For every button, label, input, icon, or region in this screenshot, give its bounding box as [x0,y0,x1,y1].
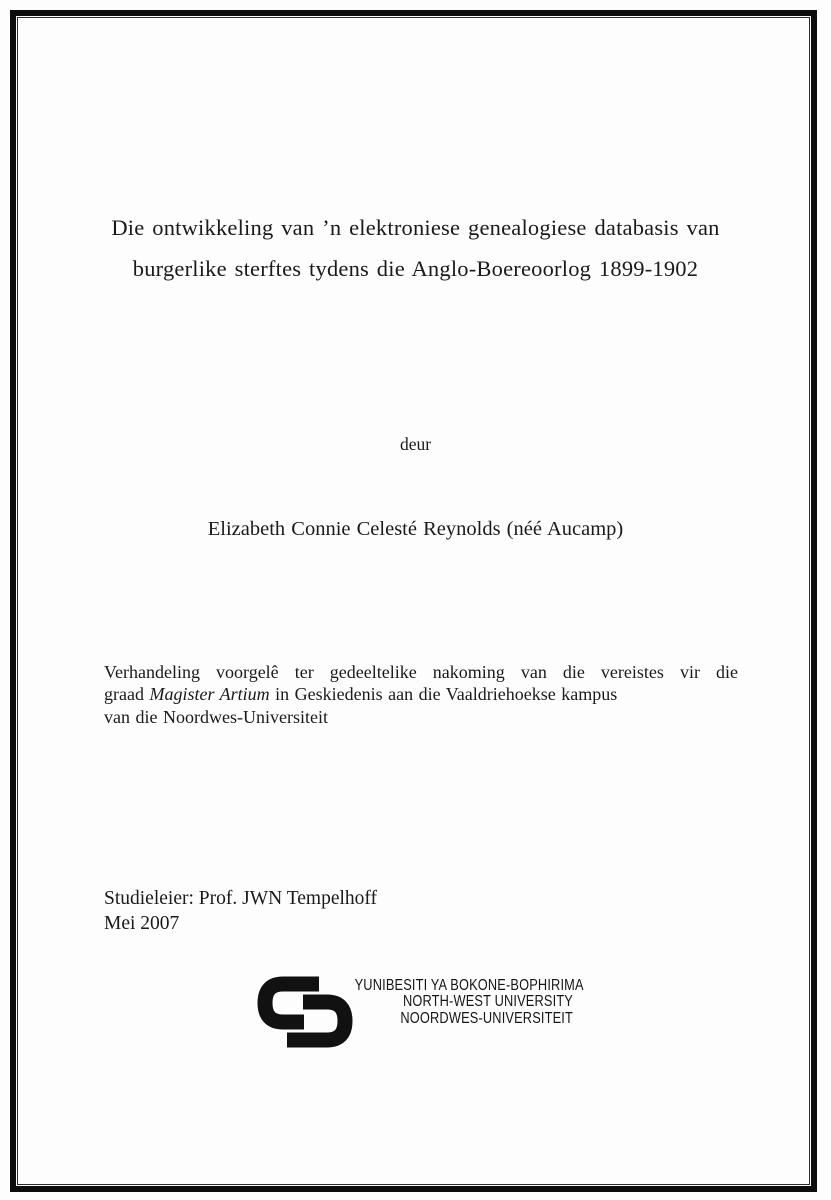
thesis-title-line1: Die ontwikkeling van ’n elektroniese genealogiese databasis van [111,215,720,240]
university-wordmark [300,977,584,1027]
submission-statement-line2 [104,683,738,705]
submission-statement-line3: van die Noordwes-Universiteit [104,706,328,727]
degree-name-italic: Magister Artium [149,684,270,705]
author-name: Elizabeth Connie Celesté Reynolds (néé Aucamp) [207,518,624,540]
supervisor-line: Studieleier: Prof. JWN Tempelhoff [104,888,378,909]
university-name-english: NORTH-WEST UNIVERSITY [402,993,573,1011]
submission-statement-line1: Verhandeling voorgelê ter gedeeltelike nakoming van die vereistes vir die [104,662,738,682]
university-name-afrikaans: NOORDWES-UNIVERSITEIT [400,1009,573,1027]
date-line: Mei 2007 [104,913,180,934]
thesis-title-line2: burgerlike sterftes tydens die Anglo-Boereoorlog 1899-1902 [132,256,699,281]
statement-line2-post: in Geskiedenis aan die Vaaldriehoekse kampus [269,684,618,705]
byline: deur [399,434,432,454]
submission-statement [104,661,738,728]
statement-line2-pre: graad [104,684,150,705]
university-name-setswana: YUNIBESITI YA BOKONE-BOPHIRIMA [354,977,584,994]
thesis-title [0,207,831,289]
supervisor-block [104,886,377,936]
